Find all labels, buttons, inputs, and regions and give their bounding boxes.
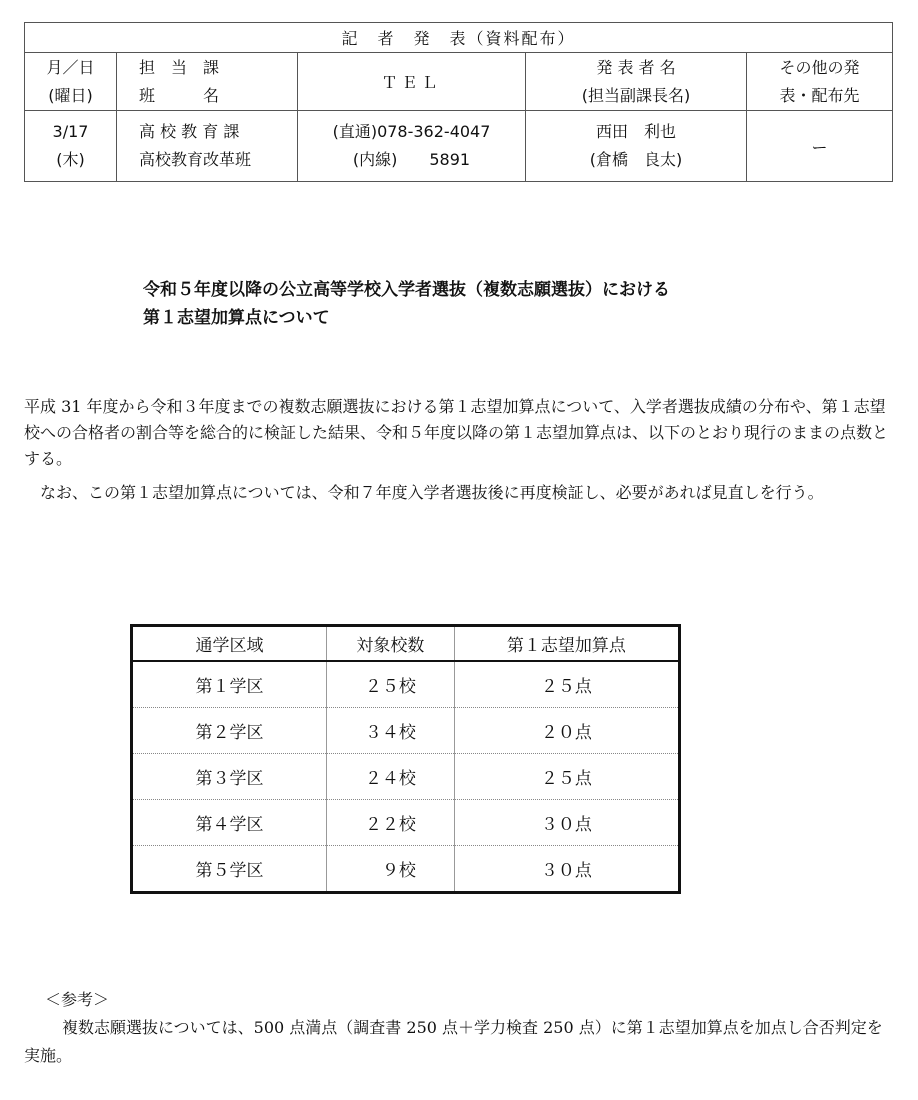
document-title-line-1: 令和５年度以降の公立高等学校入学者選抜（複数志願選抜）における <box>143 280 670 300</box>
header-date-value: 3/17 (木) <box>25 111 117 182</box>
table-row <box>132 846 680 893</box>
table-cell: 第２学区 <box>132 708 327 754</box>
header-date-label: 月／日 (曜日) <box>25 53 117 111</box>
table-cell: ２４校 <box>327 754 455 800</box>
table-header-row <box>132 626 680 662</box>
header-presenter-value: 西田 利也 (倉橋 良太) <box>526 111 747 182</box>
reference-label: ＜参考＞ <box>45 990 110 1009</box>
header-other-label: その他の発 表・配布先 <box>747 53 893 111</box>
table-cell: ３０点 <box>454 800 679 846</box>
table-cell: ２０点 <box>454 708 679 754</box>
reference-text: 複数志願選抜については、500 点満点（調査書 250 点＋学力検査 250 点）に第１志望加算点を加点し合否判定を実施。 <box>24 1018 883 1065</box>
header-title: 記 者 発 表（資料配布） <box>25 23 893 53</box>
header-section-value: 高 校 教 育 課 高校教育改革班 <box>117 111 298 182</box>
header-tel-label: ＴＥＬ <box>298 53 526 111</box>
header-section-label: 担 当 課 班 名 <box>117 53 298 111</box>
table-cell: ２２校 <box>327 800 455 846</box>
document-title-line-2: 第１志望加算点について <box>143 308 330 328</box>
body-paragraph-1: 平成 31 年度から令和３年度までの複数志願選抜における第１志望加算点について、入学者選抜成績の分布や、第１志望校への合格者の割合等を総合的に検証した結果、令和５年度以降の第１志望加算点は、以下のとおり現行のままの点数とする。 <box>24 397 889 468</box>
table-header-cell: 通学区域 <box>132 626 327 662</box>
header-tel-value: (直通)078-362-4047 (内線) 5891 <box>298 111 526 182</box>
table-cell: 第５学区 <box>132 846 327 893</box>
table-cell: 第１学区 <box>132 661 327 708</box>
press-release-header-table <box>24 22 893 182</box>
header-other-value: ー <box>747 111 893 182</box>
table-cell: ３０点 <box>454 846 679 893</box>
table-row <box>132 754 680 800</box>
table-row <box>132 708 680 754</box>
table-header-cell: 第１志望加算点 <box>454 626 679 662</box>
table-header-cell: 対象校数 <box>327 626 455 662</box>
header-presenter-label: 発 表 者 名 (担当副課長名) <box>526 53 747 111</box>
table-cell: 第３学区 <box>132 754 327 800</box>
body-paragraph-2: なお、この第１志望加算点については、令和７年度入学者選抜後に再度検証し、必要があれば見直しを行う。 <box>24 483 824 502</box>
table-row <box>132 661 680 708</box>
bonus-points-table <box>130 624 681 894</box>
document-title <box>143 276 670 332</box>
table-cell: 第４学区 <box>132 800 327 846</box>
table-cell: ２５校 <box>327 661 455 708</box>
table-cell: ２５点 <box>454 754 679 800</box>
table-cell: ２５点 <box>454 661 679 708</box>
table-row <box>132 800 680 846</box>
table-cell: ３４校 <box>327 708 455 754</box>
table-cell: ９校 <box>327 846 455 893</box>
